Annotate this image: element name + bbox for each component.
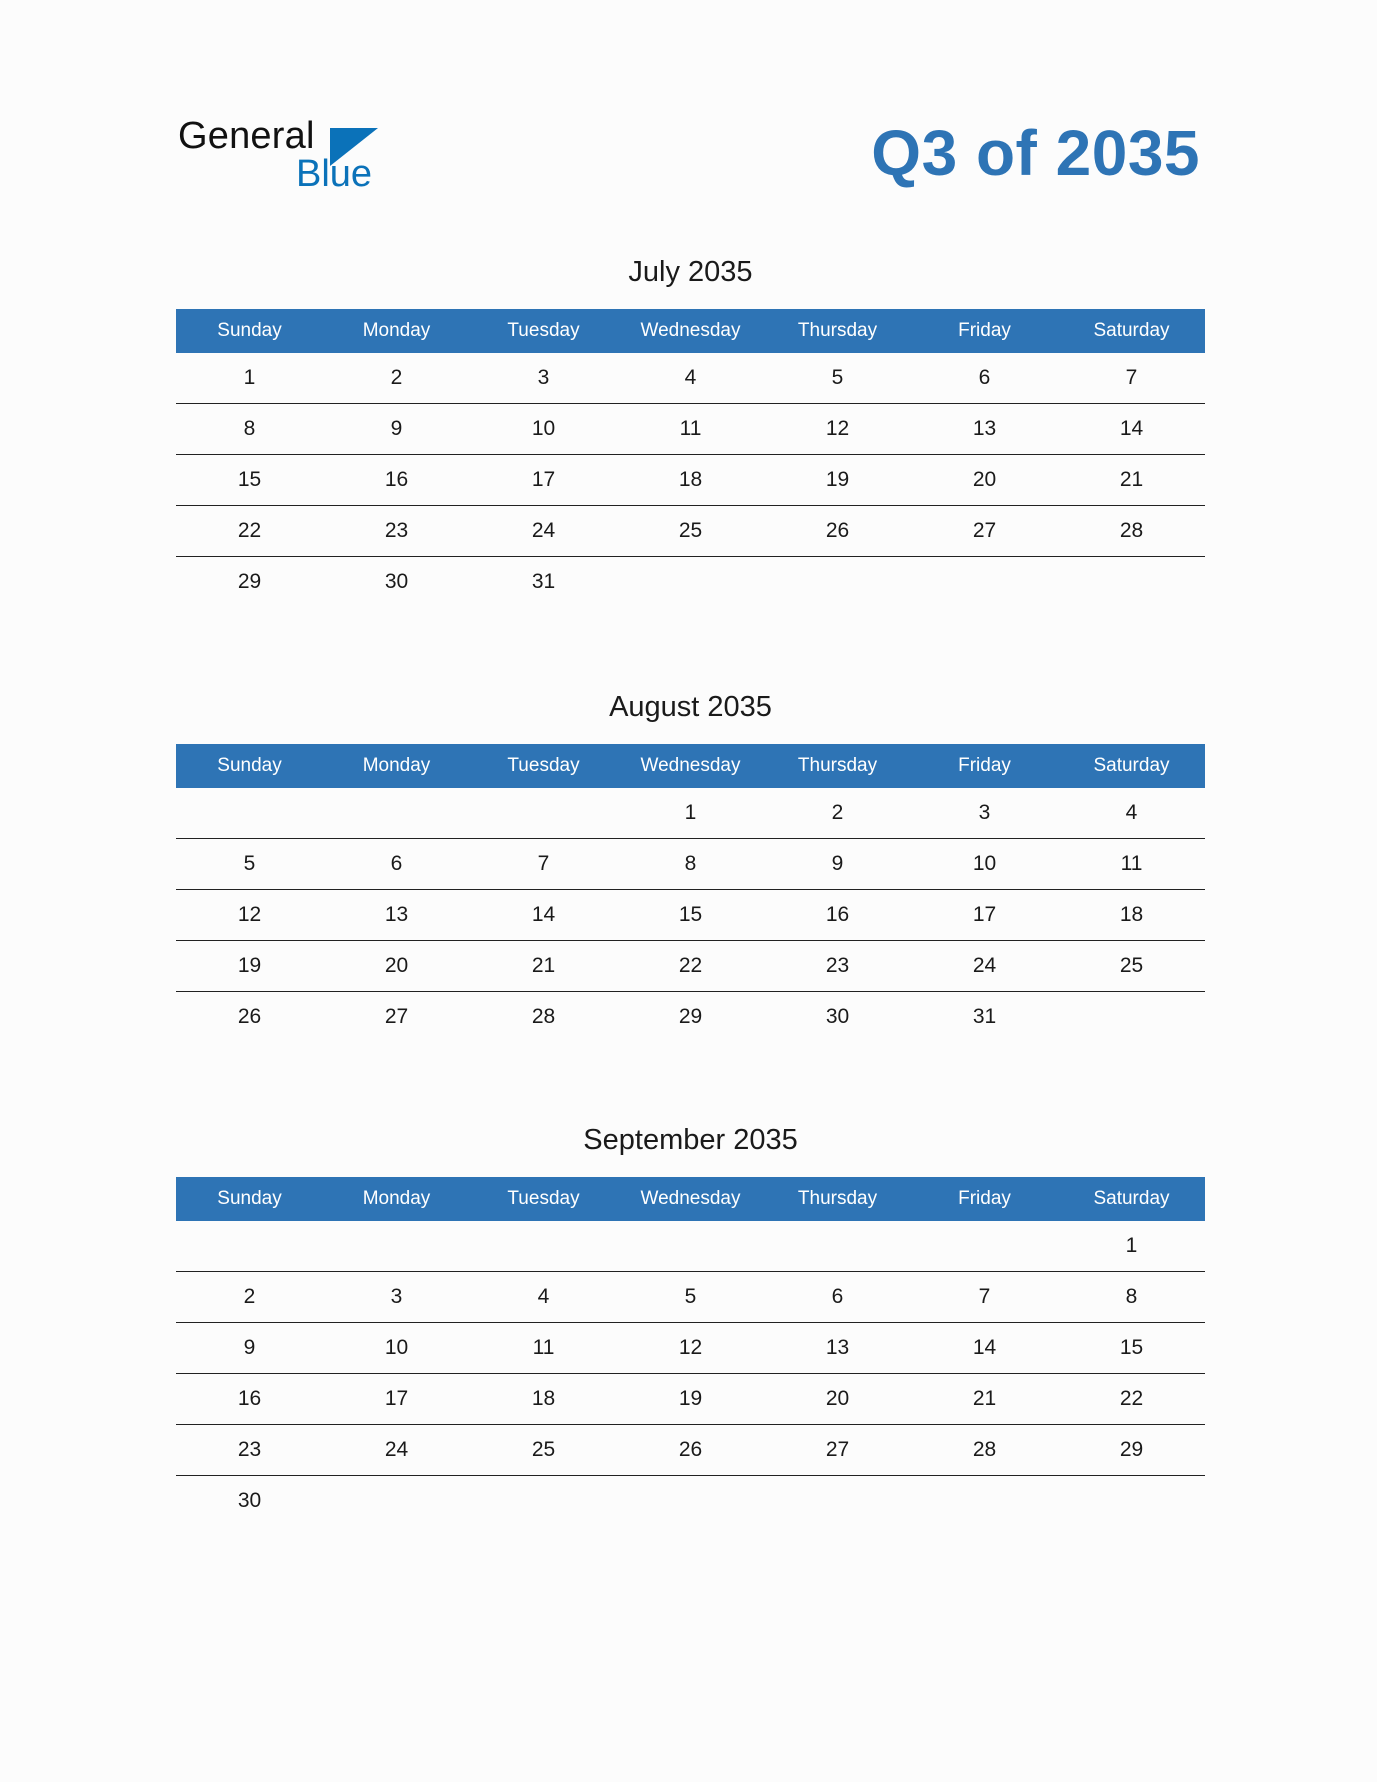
calendar-day-cell[interactable]: 9 <box>176 1323 323 1374</box>
calendar-day-cell[interactable]: 31 <box>531 570 556 593</box>
calendar-day-cell[interactable]: 1 <box>176 353 323 404</box>
calendar-day-cell[interactable]: 9 <box>323 404 470 455</box>
calendar-empty-cell <box>911 1221 1058 1272</box>
calendar-day-cell[interactable]: 16 <box>764 890 911 941</box>
calendar-day-cell[interactable]: 24 <box>323 1425 470 1476</box>
calendar-week-row <box>176 941 1205 992</box>
calendar-week-row <box>176 455 1205 506</box>
calendar-day-cell[interactable]: 1 <box>617 788 764 839</box>
page-title: Q3 of 2035 <box>871 117 1200 189</box>
calendar-day-cell[interactable]: 16 <box>323 455 470 506</box>
month-title: August 2035 <box>609 691 772 723</box>
calendar-day-cell[interactable]: 28 <box>911 1425 1058 1476</box>
calendar-day-cell[interactable]: 16 <box>176 1374 323 1425</box>
calendar-day-cell[interactable]: 3 <box>323 1272 470 1323</box>
calendar-day-cell[interactable]: 10 <box>911 839 1058 890</box>
calendar-day-cell[interactable]: 19 <box>617 1374 764 1425</box>
calendar-day-cell[interactable]: 13 <box>764 1323 911 1374</box>
calendar-empty-cell <box>470 1221 617 1272</box>
calendar-body <box>176 1221 1205 1526</box>
weekday-header-sunday: Sunday <box>176 1177 323 1221</box>
calendar-empty-cell <box>323 1476 470 1527</box>
weekday-header-monday: Monday <box>323 744 470 788</box>
calendar-day-cell[interactable]: 26 <box>617 1425 764 1476</box>
calendar-day-cell[interactable]: 31 <box>972 1005 997 1028</box>
calendar-week-row <box>176 992 1205 1043</box>
calendar-empty-cell <box>470 788 617 839</box>
calendar-day-cell[interactable]: 23 <box>323 506 470 557</box>
calendar-day-cell[interactable]: 26 <box>764 506 911 557</box>
calendar-day-cell[interactable]: 24 <box>470 506 617 557</box>
calendar-day-cell[interactable]: 14 <box>911 1323 1058 1374</box>
calendar-day-cell[interactable]: 13 <box>911 404 1058 455</box>
calendar-day-cell[interactable]: 28 <box>1058 506 1205 557</box>
weekday-header-tuesday: Tuesday <box>470 1177 617 1221</box>
calendar-empty-cell <box>323 788 470 839</box>
month-title: July 2035 <box>628 256 753 288</box>
calendar-empty-cell <box>617 1221 764 1272</box>
calendar-day-cell[interactable]: 25 <box>1058 941 1205 992</box>
calendar-day-cell[interactable]: 11 <box>470 1323 617 1374</box>
calendar-day-cell[interactable]: 28 <box>531 1005 556 1028</box>
calendar-day-cell[interactable]: 30 <box>384 570 409 593</box>
calendar-day-cell[interactable]: 4 <box>617 353 764 404</box>
calendar-empty-cell <box>911 1476 1058 1527</box>
calendar-empty-cell <box>764 557 911 608</box>
calendar-day-cell[interactable]: 1 <box>1058 1221 1205 1272</box>
page-header <box>178 105 1200 205</box>
calendar-day-cell[interactable]: 26 <box>237 1005 262 1028</box>
calendar-day-cell[interactable]: 15 <box>617 890 764 941</box>
calendar-empty-cell <box>764 1221 911 1272</box>
calendar-table-july <box>176 309 1205 607</box>
calendar-week-row <box>176 839 1205 890</box>
calendar-empty-cell <box>470 1476 617 1527</box>
calendar-day-cell[interactable]: 7 <box>470 839 617 890</box>
month-title: September 2035 <box>583 1124 798 1156</box>
calendar-day-cell[interactable]: 12 <box>764 404 911 455</box>
month-block-august <box>176 687 1205 1042</box>
calendar-day-cell[interactable]: 27 <box>384 1005 409 1028</box>
calendar-day-cell[interactable]: 11 <box>617 404 764 455</box>
calendar-empty-cell <box>1058 557 1205 608</box>
calendar-day-cell[interactable]: 8 <box>1058 1272 1205 1323</box>
calendar-day-cell[interactable]: 22 <box>617 941 764 992</box>
calendar-day-cell[interactable]: 2 <box>323 353 470 404</box>
calendar-day-cell[interactable]: 19 <box>176 941 323 992</box>
calendar-day-cell[interactable]: 17 <box>470 455 617 506</box>
calendar-day-cell[interactable]: 20 <box>323 941 470 992</box>
calendar-day-cell[interactable]: 8 <box>176 404 323 455</box>
weekday-header-tuesday: Tuesday <box>470 744 617 788</box>
calendar-week-row <box>176 788 1205 839</box>
calendar-day-cell[interactable]: 24 <box>911 941 1058 992</box>
calendar-day-cell[interactable]: 9 <box>764 839 911 890</box>
calendar-day-cell[interactable]: 12 <box>176 890 323 941</box>
weekday-header-monday: Monday <box>323 309 470 353</box>
month-block-september <box>176 1120 1205 1526</box>
logo-word-general: General <box>178 115 315 157</box>
calendar-day-cell[interactable]: 27 <box>764 1425 911 1476</box>
calendar-week-row <box>176 1476 1205 1527</box>
calendar-day-cell[interactable]: 21 <box>1058 455 1205 506</box>
calendar-day-cell[interactable]: 23 <box>176 1425 323 1476</box>
calendar-day-cell[interactable]: 18 <box>1058 890 1205 941</box>
calendar-day-cell[interactable]: 12 <box>617 1323 764 1374</box>
calendar-day-cell[interactable]: 17 <box>911 890 1058 941</box>
calendar-day-cell[interactable]: 3 <box>470 353 617 404</box>
calendar-day-cell[interactable]: 14 <box>470 890 617 941</box>
calendar-week-row <box>176 1221 1205 1272</box>
general-blue-logo <box>178 113 408 199</box>
calendar-week-row <box>176 1374 1205 1425</box>
calendar-day-cell[interactable]: 23 <box>764 941 911 992</box>
weekday-header-saturday: Saturday <box>1058 1177 1205 1221</box>
calendar-week-row <box>176 353 1205 404</box>
calendar-day-cell[interactable]: 22 <box>176 506 323 557</box>
calendar-day-cell[interactable]: 29 <box>1058 1425 1205 1476</box>
weekday-header-thursday: Thursday <box>764 1177 911 1221</box>
weekday-header-monday: Monday <box>323 1177 470 1221</box>
calendar-day-cell[interactable]: 20 <box>764 1374 911 1425</box>
calendar-day-cell[interactable]: 21 <box>911 1374 1058 1425</box>
calendar-day-cell[interactable]: 4 <box>470 1272 617 1323</box>
calendar-day-cell[interactable]: 2 <box>176 1272 323 1323</box>
calendar-body <box>176 788 1205 1042</box>
weekday-header-row <box>176 309 1205 353</box>
weekday-header-row <box>176 1177 1205 1221</box>
calendar-day-cell[interactable]: 19 <box>764 455 911 506</box>
calendar-day-cell[interactable]: 3 <box>911 788 1058 839</box>
weekday-header-wednesday: Wednesday <box>617 744 764 788</box>
calendar-day-cell[interactable]: 10 <box>470 404 617 455</box>
calendar-day-cell[interactable]: 15 <box>1058 1323 1205 1374</box>
calendar-body <box>176 353 1205 607</box>
calendar-table-september <box>176 1177 1205 1526</box>
weekday-header-friday: Friday <box>911 309 1058 353</box>
calendar-day-cell[interactable]: 30 <box>825 1005 850 1028</box>
calendar-week-row <box>176 1425 1205 1476</box>
calendar-day-cell[interactable]: 5 <box>764 353 911 404</box>
calendar-empty-cell <box>323 1221 470 1272</box>
calendar-week-row <box>176 890 1205 941</box>
calendar-day-cell[interactable]: 21 <box>470 941 617 992</box>
calendar-day-cell[interactable]: 25 <box>617 506 764 557</box>
calendar-table-august <box>176 744 1205 1042</box>
calendar-day-cell[interactable]: 6 <box>764 1272 911 1323</box>
calendar-week-row <box>176 557 1205 608</box>
calendar-day-cell[interactable]: 15 <box>176 455 323 506</box>
calendar-day-cell[interactable]: 10 <box>323 1323 470 1374</box>
calendar-day-cell[interactable]: 20 <box>911 455 1058 506</box>
weekday-header-wednesday: Wednesday <box>617 1177 764 1221</box>
calendar-empty-cell <box>911 557 1058 608</box>
calendar-day-cell[interactable]: 22 <box>1058 1374 1205 1425</box>
weekday-header-row <box>176 744 1205 788</box>
calendar-day-cell[interactable]: 30 <box>237 1489 262 1512</box>
calendar-day-cell[interactable]: 7 <box>1058 353 1205 404</box>
calendar-day-cell[interactable]: 13 <box>323 890 470 941</box>
calendar-day-cell[interactable]: 8 <box>617 839 764 890</box>
calendar-day-cell[interactable]: 6 <box>911 353 1058 404</box>
weekday-header-sunday: Sunday <box>176 309 323 353</box>
weekday-header-friday: Friday <box>911 744 1058 788</box>
calendar-day-cell[interactable]: 18 <box>617 455 764 506</box>
calendar-day-cell[interactable]: 18 <box>470 1374 617 1425</box>
calendar-day-cell[interactable]: 14 <box>1058 404 1205 455</box>
calendar-day-cell[interactable]: 29 <box>237 570 262 593</box>
weekday-header-sunday: Sunday <box>176 744 323 788</box>
calendar-day-cell[interactable]: 29 <box>678 1005 703 1028</box>
logo-word-blue: Blue <box>296 153 373 195</box>
calendar-day-cell[interactable]: 11 <box>1058 839 1205 890</box>
calendar-day-cell[interactable]: 5 <box>176 839 323 890</box>
calendar-week-row <box>176 1323 1205 1374</box>
calendar-week-row <box>176 506 1205 557</box>
weekday-header-saturday: Saturday <box>1058 309 1205 353</box>
calendar-day-cell[interactable]: 25 <box>470 1425 617 1476</box>
weekday-header-friday: Friday <box>911 1177 1058 1221</box>
calendar-empty-cell <box>176 1221 323 1272</box>
weekday-header-tuesday: Tuesday <box>470 309 617 353</box>
calendar-day-cell[interactable]: 4 <box>1058 788 1205 839</box>
calendar-day-cell[interactable]: 7 <box>911 1272 1058 1323</box>
calendar-empty-cell <box>764 1476 911 1527</box>
calendar-week-row <box>176 404 1205 455</box>
calendar-week-row <box>176 1272 1205 1323</box>
calendar-empty-cell <box>1058 1476 1205 1527</box>
calendar-empty-cell <box>617 557 764 608</box>
calendar-day-cell[interactable]: 17 <box>323 1374 470 1425</box>
calendar-empty-cell <box>176 788 323 839</box>
weekday-header-saturday: Saturday <box>1058 744 1205 788</box>
weekday-header-wednesday: Wednesday <box>617 309 764 353</box>
month-block-july <box>176 252 1205 607</box>
calendar-day-cell[interactable]: 5 <box>617 1272 764 1323</box>
calendar-day-cell[interactable]: 2 <box>764 788 911 839</box>
calendar-day-cell[interactable]: 6 <box>323 839 470 890</box>
calendar-empty-cell <box>1058 992 1205 1043</box>
calendar-day-cell[interactable]: 27 <box>911 506 1058 557</box>
calendar-empty-cell <box>617 1476 764 1527</box>
weekday-header-thursday: Thursday <box>764 744 911 788</box>
weekday-header-thursday: Thursday <box>764 309 911 353</box>
